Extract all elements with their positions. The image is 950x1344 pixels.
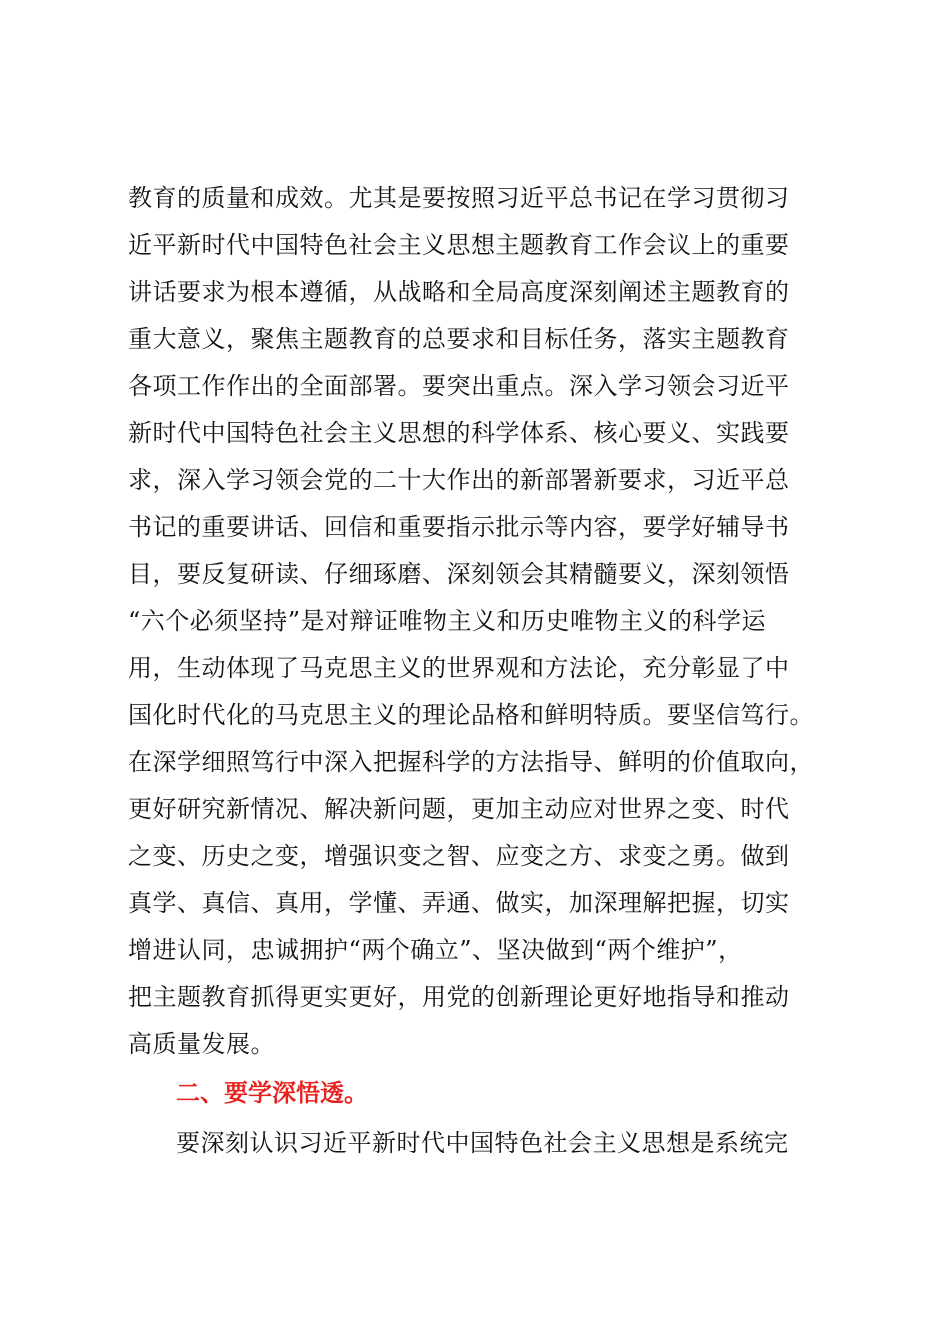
body-text-line: 书记的重要讲话、回信和重要指示批示等内容，要学好辅导书 (128, 513, 790, 541)
body-text-line: 要深刻认识习近平新时代中国特色社会主义思想是系统完 (176, 1129, 789, 1157)
body-text-line: 重大意义，聚焦主题教育的总要求和目标任务，落实主题教育 (128, 325, 790, 353)
body-text-line: 新时代中国特色社会主义思想的科学体系、核心要义、实践要 (128, 419, 790, 447)
body-text-line: 目，要反复研读、仔细琢磨、深刻领会其精髓要义，深刻领悟 (128, 560, 790, 588)
section-heading: 二、要学深悟透。 (176, 1079, 368, 1107)
body-text-line: 各项工作作出的全面部署。要突出重点。深入学习领会习近平 (128, 372, 790, 400)
body-text-line: 更好研究新情况、解决新问题，更加主动应对世界之变、时代 (128, 795, 790, 823)
body-text-line: 真学、真信、真用，学懂、弄通、做实，加深理解把握，切实 (128, 889, 790, 917)
body-text-line: 用，生动体现了马克思主义的世界观和方法论，充分彰显了中 (128, 654, 790, 682)
body-text-line: 把主题教育抓得更实更好，用党的创新理论更好地指导和推动 (128, 983, 790, 1011)
body-text-line: 之变、历史之变，增强识变之智、应变之方、求变之勇。做到 (128, 842, 790, 870)
body-text-line: 讲话要求为根本遵循，从战略和全局高度深刻阐述主题教育的 (128, 278, 790, 306)
body-text-line: 教育的质量和成效。尤其是要按照习近平总书记在学习贯彻习 (128, 184, 790, 212)
body-text-line: 求，深入学习领会党的二十大作出的新部署新要求，习近平总 (128, 466, 790, 494)
body-text-line: 高质量发展。 (128, 1030, 275, 1058)
body-text-line: 国化时代化的马克思主义的理论品格和鲜明特质。要坚信笃行。 (128, 701, 814, 729)
body-text-line: 增进认同，忠诚拥护“两个确立”、坚决做到“两个维护”， (128, 936, 743, 964)
body-text-line: “六个必须坚持”是对辩证唯物主义和历史唯物主义的科学运 (128, 607, 767, 635)
body-text-line: 在深学细照笃行中深入把握科学的方法指导、鲜明的价值取向， (128, 748, 814, 776)
body-text-line: 近平新时代中国特色社会主义思想主题教育工作会议上的重要 (128, 231, 790, 259)
